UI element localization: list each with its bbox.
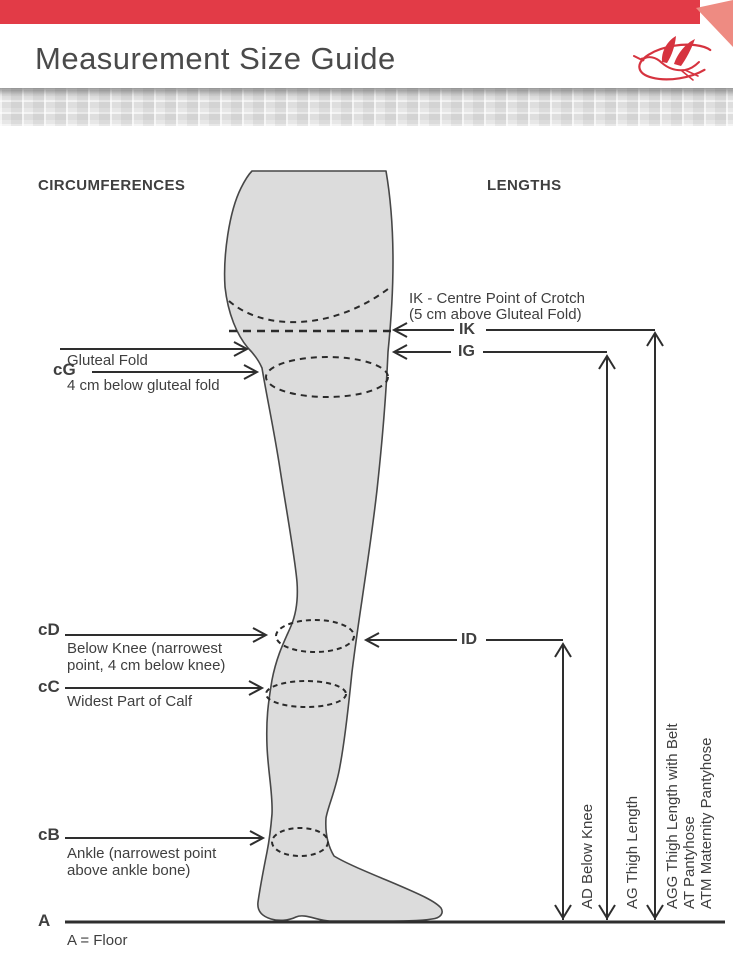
floor-label: A = Floor [67,932,128,949]
calf-label: Widest Part of Calf [67,693,193,710]
ik-code: IK [459,321,475,338]
floor-code: A [38,911,51,930]
page-title: Measurement Size Guide [35,41,396,76]
ag-thigh-length-label: AG Thigh Length [624,795,641,909]
leg-silhouette [225,171,443,921]
circumferences-heading: CIRCUMFERENCES [38,177,186,194]
ik-note: IK - Centre Point of Crotch (5 cm above Gluteal Fold) [409,290,585,323]
agg-group-label [664,723,715,909]
below-gluteal-label: 4 cm below gluteal fold [67,377,220,394]
below-knee-label: Below Knee (narrowest point, 4 cm below knee) [67,640,226,674]
ankle-label: Ankle (narrowest point above ankle bone) [67,845,217,879]
gluteal-fold-label: Gluteal Fold [67,352,148,369]
cc-code: cC [38,677,60,696]
ig-code: IG [458,343,475,360]
cb-code: cB [38,825,60,844]
id-code: ID [461,631,477,648]
agg-thigh-belt-label: AGG Thigh Length with Belt [664,723,681,909]
atm-maternity-label: ATM Maternity Pantyhose [698,737,715,909]
cg-code: cG [53,360,76,379]
cd-code: cD [38,620,60,639]
lengths-heading: LENGTHS [487,177,562,194]
ad-below-knee-label: AD Below Knee [579,803,596,909]
at-pantyhose-label: AT Pantyhose [681,816,698,909]
